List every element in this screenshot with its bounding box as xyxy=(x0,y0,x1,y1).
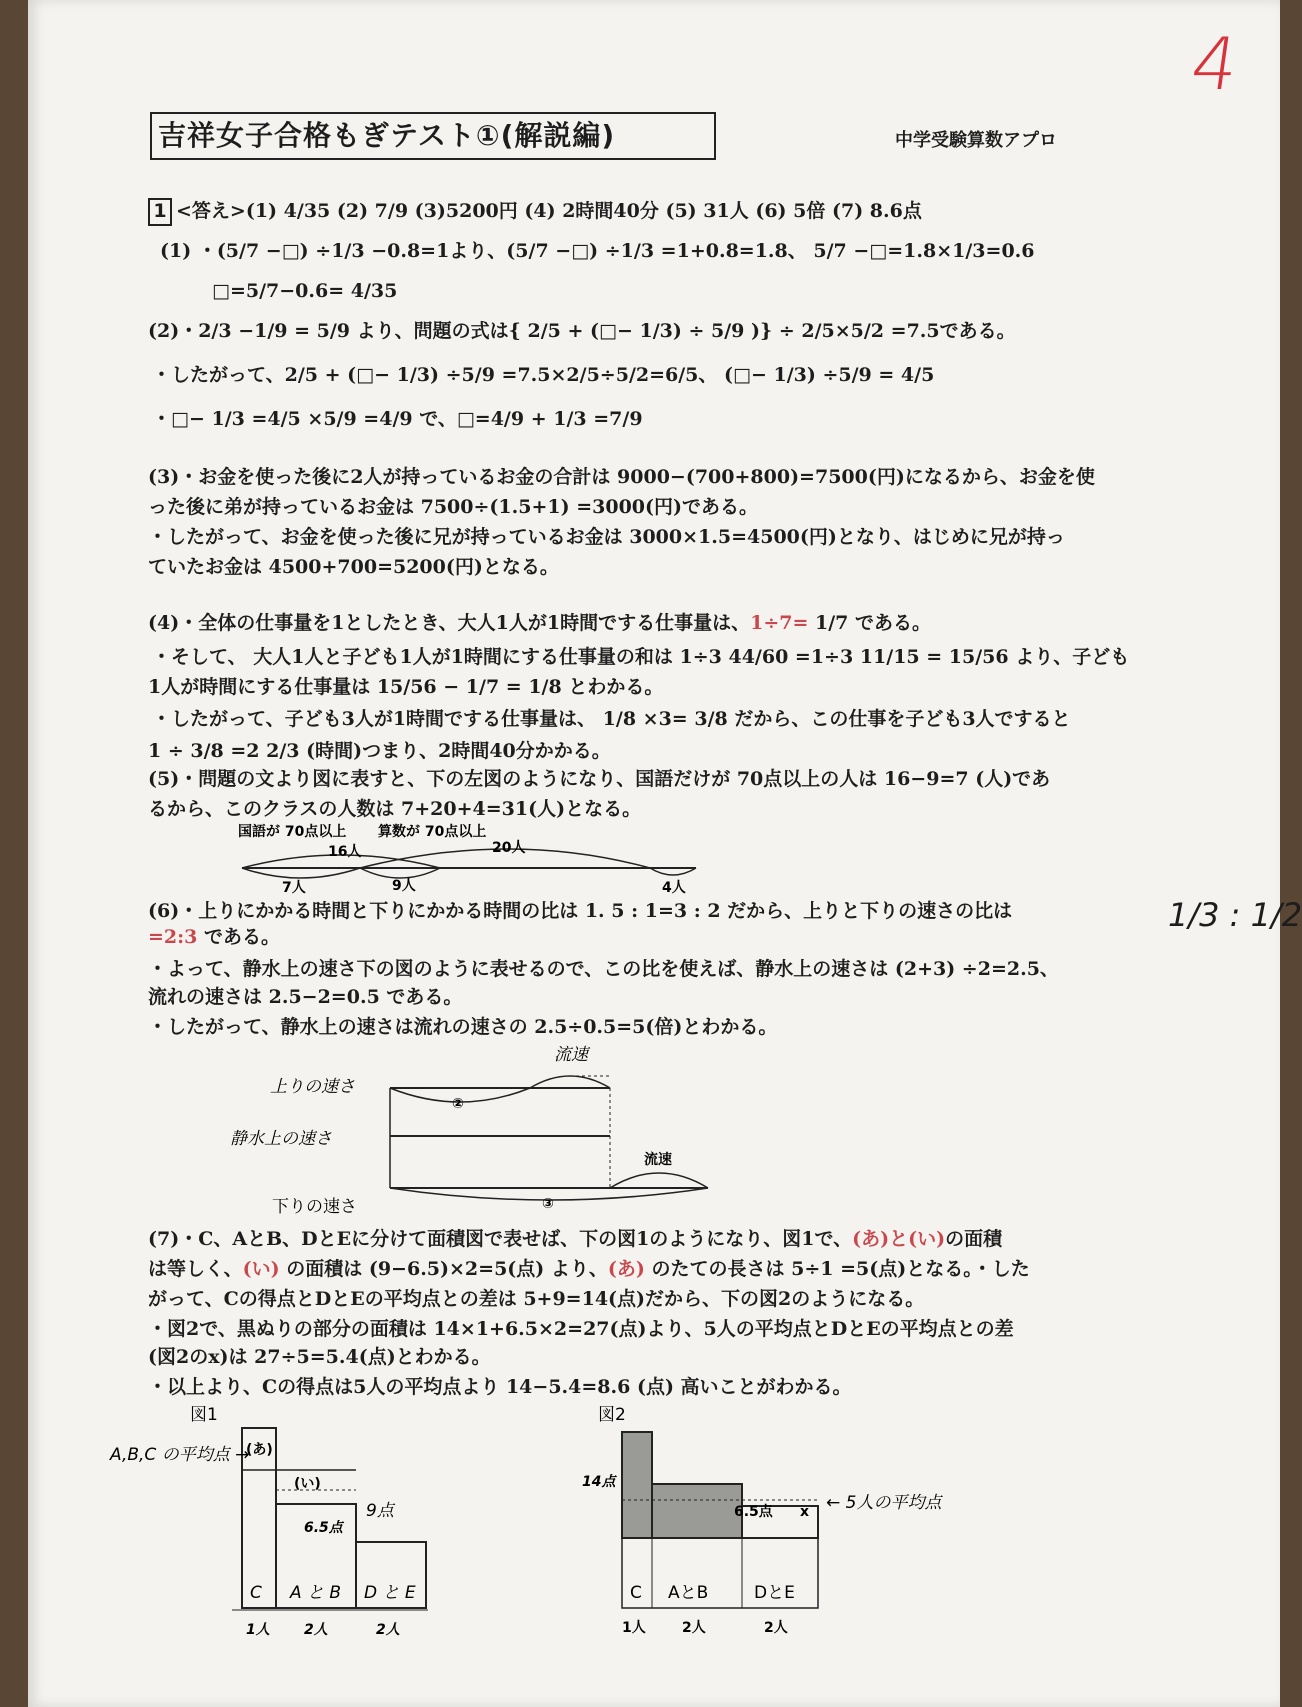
q6-line-5: ・したがって、静水上の速さは流れの速さの 2.5÷0.5=5(倍)とわかる。 xyxy=(148,1016,778,1038)
q6-flow-small-arc xyxy=(610,1173,708,1188)
fig2-fourteen: 14点 xyxy=(582,1474,616,1490)
q7-line-2-b: の面積は (9−6.5)×2=5(点) より、 xyxy=(279,1258,608,1280)
fig2-x: x xyxy=(800,1504,810,1520)
q6-mark-3: ③ xyxy=(542,1196,554,1212)
fig1-six5: 6.5点 xyxy=(304,1520,343,1536)
q5-bottom-4: 4人 xyxy=(662,880,686,896)
q6-line-4: 流れの速さは 2.5−2=0.5 である。 xyxy=(148,986,463,1008)
q7-line-1-tail: の面積 xyxy=(945,1228,1003,1250)
fig1-label-a: (あ) xyxy=(246,1442,273,1458)
q3-line-4: ていたお金は 4500+700=5200(円)となる。 xyxy=(148,556,559,578)
q7-line-2-c: のたての長さは 5÷1 =5(点)となる。・した xyxy=(644,1258,1030,1280)
fig2-ab-shaded xyxy=(652,1484,742,1538)
q3-line-3: ・したがって、お金を使った後に兄が持っているお金は 3000×1.5=4500(円)となり、はじめに兄が持っ xyxy=(148,526,1065,548)
q2-line-1: (2)・2/3 −1/9 = 5/9 より、問題の式は{ 2/5 + (□− 1/3) ÷ 5/9 )} ÷ 2/5×5/2 =7.5である。 xyxy=(148,320,1016,342)
q2-line-3: ・□− 1/3 =4/5 ×5/9 =4/9 で、□=4/9 + 1/3 =7/9 xyxy=(152,408,643,430)
q7-line-4: ・図2で、黒ぬりの部分の面積は 14×1+6.5×2=27(点)より、5人の平均点とDとEの平均点との差 xyxy=(148,1318,1014,1340)
fig1-n2b: 2人 xyxy=(376,1622,400,1638)
page-title: 吉祥女子合格もぎテスト①(解説編) xyxy=(150,112,716,160)
fig2-title: 図2 xyxy=(598,1405,626,1425)
q4-line-4: ・したがって、子ども3人が1時間でする仕事量は、 1/8 ×3= 3/8 だから、この仕事を子ども3人ですると xyxy=(152,708,1071,730)
q5-line-1: (5)・問題の文より図に表すと、下の左図のようになり、国語だけが 70点以上の人は 16−9=7 (人)であ xyxy=(148,768,1051,790)
q6-red-ratio: =2:3 xyxy=(148,926,198,948)
fig2-n2a: 2人 xyxy=(682,1620,706,1636)
q3-line-2: った後に弟が持っているお金は 7500÷(1.5+1) =3000(円)である。 xyxy=(148,496,758,518)
q5-line-2: るから、このクラスの人数は 7+20+4=31(人)となる。 xyxy=(148,798,642,820)
q7-red-i: (い) xyxy=(242,1258,280,1280)
section-number: 1 xyxy=(148,198,172,226)
q6-mark-2: ② xyxy=(452,1096,464,1112)
fig1-nine: 9点 xyxy=(366,1501,394,1521)
fig1-avg-note: A,B,C の平均点 → xyxy=(110,1445,250,1465)
q7-line-1 xyxy=(148,1226,1002,1252)
q3-line-1: (3)・お金を使った後に2人が持っているお金の合計は 9000−(700+800)=7500(円)になるから、お金を使 xyxy=(148,466,1095,488)
q7-line-1-text: (7)・C、AとB、DとEに分けて面積図で表せば、下の図1のようになり、図1で、 xyxy=(148,1228,853,1250)
q6-line-1: (6)・上りにかかる時間と下りにかかる時間の比は 1. 5 : 1=3 : 2 だから、上りと下りの速さの比は xyxy=(148,900,1013,922)
q6-label-down: 下りの速さ xyxy=(272,1197,357,1217)
fig1-ab: A と B xyxy=(290,1583,342,1603)
q4-line-1 xyxy=(148,610,931,636)
q4-line-1-tail: 1/7 である。 xyxy=(808,612,932,634)
q7-red-a: (あ) xyxy=(607,1258,645,1280)
q6-flow-small: 流速 xyxy=(644,1152,672,1168)
q6-flow-arc xyxy=(530,1076,610,1088)
q5-diagram xyxy=(230,820,710,900)
q4-line-1-text: (4)・全体の仕事量を1としたとき、大人1人が1時間でする仕事量は、 xyxy=(148,612,751,634)
fig2-n1: 1人 xyxy=(622,1620,646,1636)
q6-line-2 xyxy=(148,924,280,950)
fig1-title: 図1 xyxy=(190,1405,218,1425)
q4-line-2: ・そして、 大人1人と子ども1人が1時間にする仕事量の和は 1÷3 44/60 =1÷3 11/15 = 15/56 より、子ども xyxy=(152,646,1130,668)
fig1-n1: 1人 xyxy=(246,1622,270,1638)
q5-arc-7 xyxy=(242,868,360,878)
q5-arc-4 xyxy=(650,868,696,875)
q6-label-still: 静水上の速さ xyxy=(230,1129,332,1149)
q7-line-2-a: は等しく、 xyxy=(148,1258,243,1280)
figure-2 xyxy=(578,1398,998,1658)
q4-line-5: 1 ÷ 3/8 =2 2/3 (時間)つまり、2時間40分かかる。 xyxy=(148,740,611,762)
q7-line-5: (図2のx)は 27÷5=5.4(点)とわかる。 xyxy=(148,1346,491,1368)
q7-line-2 xyxy=(148,1256,1030,1282)
fig1-de: D と E xyxy=(364,1583,416,1603)
q7-red-ai: (あ)と(い) xyxy=(852,1228,946,1250)
q5-label-japanese: 国語が 70点以上 xyxy=(238,824,347,840)
q7-line-3: がって、Cの得点とDとEの平均点との差は 5+9=14(点)だから、下の図2のようになる。 xyxy=(148,1288,925,1310)
q1-line-2: □=5/7−0.6= 4/35 xyxy=(212,280,398,302)
q4-red-note: 1÷7= xyxy=(750,612,809,634)
publisher: 中学受験算数アプロ xyxy=(895,130,1057,151)
q6-flow-top: 流速 xyxy=(554,1045,588,1065)
fig2-de: DとE xyxy=(754,1583,795,1603)
fig2-c-shaded xyxy=(622,1432,652,1538)
q4-line-3: 1人が時間にする仕事量は 15/56 − 1/7 = 1/8 とわかる。 xyxy=(148,676,664,698)
fig1-c: C xyxy=(250,1583,262,1603)
q6-label-up: 上りの速さ xyxy=(270,1077,355,1097)
q5-top-20: 20人 xyxy=(492,840,526,856)
fig2-c: C xyxy=(630,1583,642,1603)
fig1-label-i: (い) xyxy=(294,1476,321,1492)
q6-line-2-text: である。 xyxy=(197,926,280,948)
fig2-ab: AとB xyxy=(668,1583,709,1603)
fig2-six5: 6.5点 xyxy=(734,1504,773,1520)
figure-1 xyxy=(108,1398,448,1658)
q1-line-1: (1) ・(5/7 −□) ÷1/3 −0.8=1より、(5/7 −□) ÷1/3 =1+0.8=1.8、 5/7 −□=1.8×1/3=0.6 xyxy=(160,240,1035,262)
q7-line-6: ・以上より、Cの得点は5人の平均点より 14−5.4=8.6 (点) 高いことがわかる。 xyxy=(148,1376,852,1398)
answers-text: <答え>(1) 4/35 (2) 7/9 (3)5200円 (4) 2時間40分 (5) 31人 (6) 5倍 (7) 8.6点 xyxy=(176,200,922,222)
fig2-n2b: 2人 xyxy=(764,1620,788,1636)
q6-speed-diagram xyxy=(220,1036,740,1216)
fig2-avg5: ← 5人の平均点 xyxy=(826,1493,942,1513)
q5-label-math: 算数が 70点以上 xyxy=(378,824,487,840)
page-number: 4 xyxy=(1186,22,1244,106)
answers-row xyxy=(148,198,922,226)
q5-top-16: 16人 xyxy=(328,844,362,860)
fig1-n2a: 2人 xyxy=(304,1622,328,1638)
q2-line-2: ・したがって、2/5 + (□− 1/3) ÷5/9 =7.5×2/5÷5/2=6/5、 (□− 1/3) ÷5/9 = 4/5 xyxy=(152,364,935,386)
q5-arc-9 xyxy=(360,868,440,878)
q5-bottom-7: 7人 xyxy=(282,880,306,896)
q6-handwritten-ratio: 1/3 : 1/2 xyxy=(1168,896,1302,934)
q5-bottom-9: 9人 xyxy=(392,878,416,894)
q6-line-3: ・よって、静水上の速さ下の図のように表せるので、この比を使えば、静水上の速さは (2+3) ÷2=2.5、 xyxy=(148,958,1059,980)
